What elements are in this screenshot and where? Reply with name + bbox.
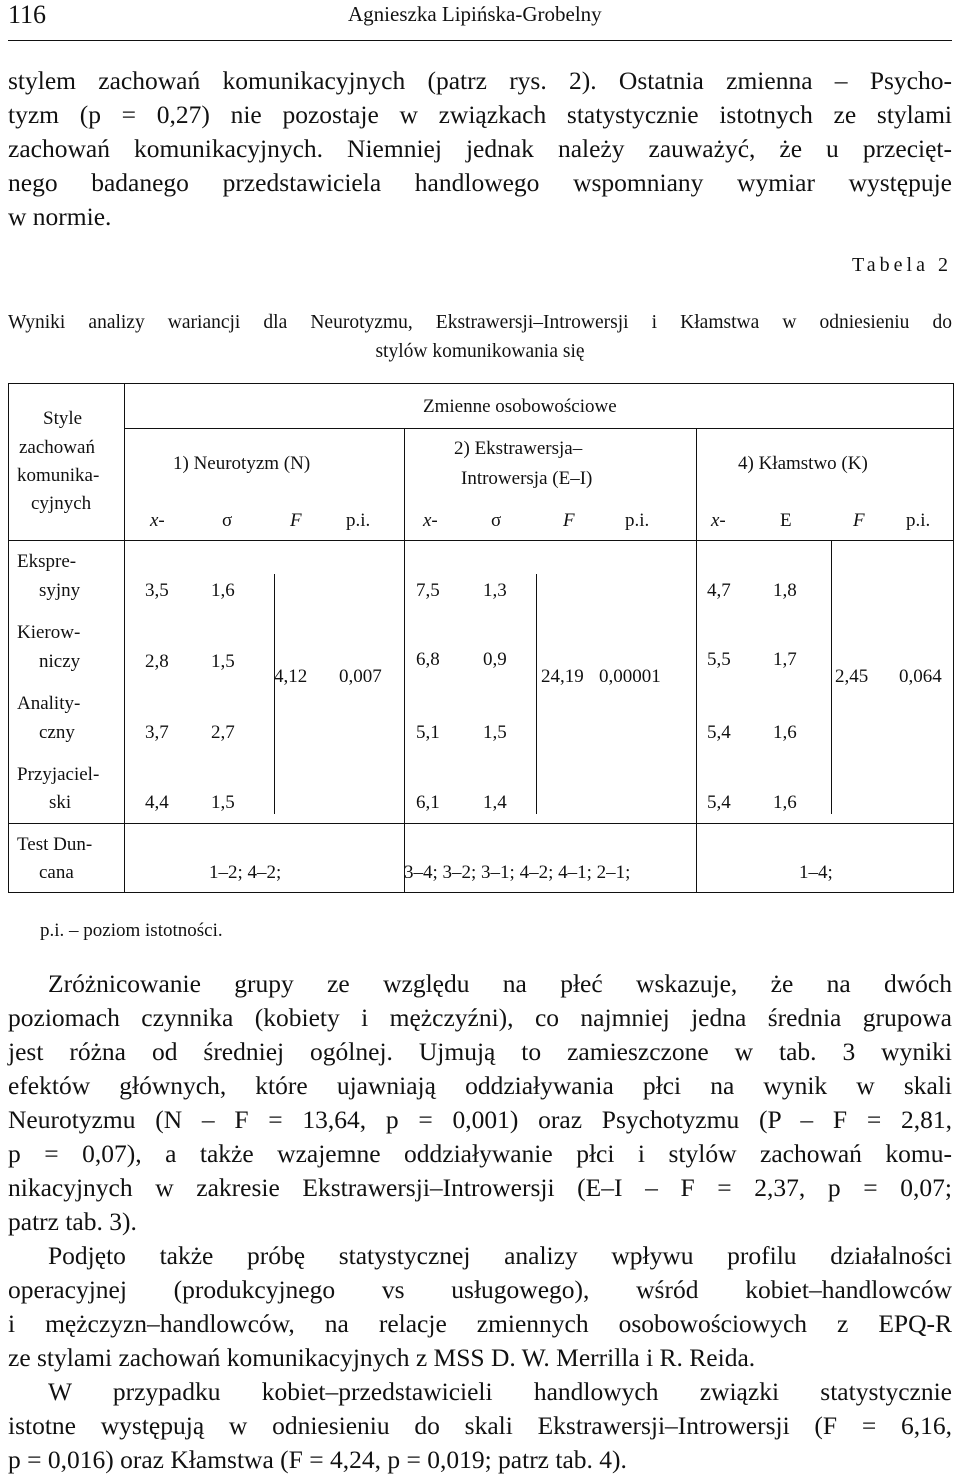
duncan-label: cana xyxy=(39,862,74,883)
row-divider xyxy=(9,823,953,824)
subheader: x- xyxy=(423,510,438,531)
caption-line: stylów komunikowania się xyxy=(375,341,585,362)
subheader: σ xyxy=(491,510,502,531)
text-line: operacyjnej (produkcyjnego vs usługowego), wśród kobiet–handlowców xyxy=(8,1275,952,1304)
f-value-ekstrawersja: 24,19 xyxy=(541,666,584,687)
table-cell: 1,6 xyxy=(773,722,797,743)
style-header: Style xyxy=(43,408,83,429)
header-divider xyxy=(124,428,953,429)
style-header: komunika- xyxy=(17,465,100,486)
text-line: Neurotyzmu (N – F = 13,64, p = 0,001) oraz Psychotyzmu (P – F = 2,81, xyxy=(8,1105,952,1134)
text-line: poziomach czynnika (kobiety i mężczyźni), co najmniej jedna średnia grupowa xyxy=(8,1003,952,1032)
duncan-label: Test Dun- xyxy=(17,834,93,855)
text-line: zachowań komunikacyjnych. Niemniej jednak należy zauważyć, że u przecięt- xyxy=(8,134,952,163)
table-cell: 1,7 xyxy=(773,649,797,670)
table-cell: 3,7 xyxy=(145,722,169,743)
table-cell: 2,8 xyxy=(145,651,169,672)
text-line: efektów głównych, które ujawniają oddziaływania płci na wynik w skali xyxy=(8,1071,952,1100)
subheader: F xyxy=(290,510,302,531)
row-label: ski xyxy=(49,792,72,813)
column-divider xyxy=(274,574,275,814)
table-cell: 1,6 xyxy=(773,792,797,813)
table-cell: 5,4 xyxy=(707,792,731,813)
header-divider xyxy=(9,540,953,541)
duncan-klamstwo: 1–4; xyxy=(799,862,833,883)
table-cell: 1,5 xyxy=(211,792,235,813)
table-cell: 1,5 xyxy=(211,651,235,672)
subheader: p.i. xyxy=(346,510,371,531)
text-line: nego badanego przedstawiciela handlowego wspomniany wymiar występuje xyxy=(8,168,952,197)
table-cell: 5,5 xyxy=(707,649,731,670)
variable-header-klamstwo: 4) Kłamstwo (K) xyxy=(738,453,868,474)
duncan-ekstrawersja: 3–4; 3–2; 3–1; 4–2; 4–1; 2–1; xyxy=(404,862,631,883)
column-divider xyxy=(536,574,537,814)
text-line: patrz tab. 3). xyxy=(8,1207,137,1236)
body-paragraph xyxy=(8,1239,952,1375)
results-table xyxy=(8,383,954,893)
subheader: F xyxy=(853,510,865,531)
variable-header-neurotyzm: 1) Neurotyzm (N) xyxy=(173,453,311,474)
table-cell: 1,3 xyxy=(483,580,507,601)
row-label: Ekspre- xyxy=(17,551,77,572)
row-label: Kierow- xyxy=(17,622,81,643)
body-paragraph xyxy=(8,967,952,1239)
page-number: 116 xyxy=(8,0,47,29)
variable-header-ekstrawersja: Introwersja (E–I) xyxy=(461,468,593,489)
p-value-neurotyzm: 0,007 xyxy=(339,666,382,687)
text-line: tyzm (p = 0,27) nie pozostaje w związkach statystycznie istotnych ze stylami xyxy=(8,100,952,129)
table-footnote: p.i. – poziom istotności. xyxy=(40,920,223,941)
text-line: p = 0,07), a także wzajemne oddziaływanie płci i stylów zachowań komu- xyxy=(8,1139,952,1168)
table-cell: 4,7 xyxy=(707,580,731,601)
row-label: syjny xyxy=(39,580,81,601)
table-cell: 3,5 xyxy=(145,580,169,601)
text-line: Podjęto także próbę statystycznej analizy wpływu profilu działalności xyxy=(48,1241,952,1270)
table-cell: 6,8 xyxy=(416,649,440,670)
table-label: Tabela 2 xyxy=(851,254,952,276)
text-line: i mężczyzn–handlowców, na relacje zmiennych osobowościowych z EPQ-R xyxy=(8,1309,952,1338)
table-cell: 6,1 xyxy=(416,792,440,813)
p-value-klamstwo: 0,064 xyxy=(899,666,942,687)
table-cell: 5,4 xyxy=(707,722,731,743)
variable-header-ekstrawersja: 2) Ekstrawersja– xyxy=(454,438,583,459)
group-header: Zmienne osobowościowe xyxy=(423,396,617,417)
column-divider xyxy=(404,540,405,892)
table-cell: 4,4 xyxy=(145,792,169,813)
page-header xyxy=(8,0,952,32)
row-label: Anality- xyxy=(17,693,81,714)
table-cell: 2,7 xyxy=(211,722,235,743)
body-paragraph xyxy=(8,1375,952,1477)
column-divider xyxy=(696,540,697,892)
subheader: x- xyxy=(150,510,165,531)
text-line: ze stylami zachowań komunikacyjnych z MSS D. W. Merrilla i R. Reida. xyxy=(8,1343,756,1372)
text-line: nikacyjnych w zakresie Ekstrawersji–Introwersji (E–I – F = 2,37, p = 0,07; xyxy=(8,1173,952,1202)
subheader: F xyxy=(563,510,575,531)
text-line: istotne występują w odniesieniu do skali Ekstrawersji–Introwersji (F = 6,16, xyxy=(8,1411,952,1440)
text-line: p = 0,016) oraz Kłamstwa (F = 4,24, p = 0,019; patrz tab. 4). xyxy=(8,1445,627,1474)
row-label: czny xyxy=(39,722,75,743)
running-head: Agnieszka Lipińska-Grobelny xyxy=(348,2,602,26)
style-header: cyjnych xyxy=(31,493,92,514)
table-cell: 1,4 xyxy=(483,792,507,813)
header-rule xyxy=(8,40,952,41)
f-value-klamstwo: 2,45 xyxy=(835,666,869,687)
text-line: jest różna od średniej ogólnej. Ujmują to zamieszczone w tab. 3 wyniki xyxy=(8,1037,952,1066)
p-value-ekstrawersja: 0,00001 xyxy=(599,666,661,687)
table-cell: 0,9 xyxy=(483,649,507,670)
caption-line: Wyniki analizy wariancji dla Neurotyzmu, Ekstrawersji–Introwersji i Kłamstwa w odniesieniu do xyxy=(8,312,952,333)
subheader: p.i. xyxy=(906,510,931,531)
text-line: W przypadku kobiet–przedstawicieli handlowych związki statystycznie xyxy=(48,1377,952,1406)
intro-paragraph xyxy=(8,64,952,234)
text-line: Zróżnicowanie grupy ze względu na płeć wskazuje, że na dwóch xyxy=(48,969,952,998)
row-label: Przyjaciel- xyxy=(17,764,100,785)
column-divider xyxy=(404,428,405,540)
table-cell: 5,1 xyxy=(416,722,440,743)
subheader: σ xyxy=(222,510,233,531)
text-line: stylem zachowań komunikacyjnych (patrz rys. 2). Ostatnia zmienna – Psycho- xyxy=(8,66,952,95)
table-cell: 1,8 xyxy=(773,580,797,601)
table-caption xyxy=(8,308,952,366)
text-line: w normie. xyxy=(8,202,112,231)
column-divider xyxy=(124,384,125,892)
column-divider xyxy=(696,428,697,540)
style-header: zachowań xyxy=(19,437,95,458)
column-divider xyxy=(831,540,832,814)
table-cell: 1,5 xyxy=(483,722,507,743)
row-label: niczy xyxy=(39,651,81,672)
subheader: p.i. xyxy=(625,510,650,531)
duncan-neurotyzm: 1–2; 4–2; xyxy=(209,862,282,883)
subheader: x- xyxy=(711,510,726,531)
subheader: E xyxy=(780,510,792,531)
table-cell: 1,6 xyxy=(211,580,235,601)
f-value-neurotyzm: 4,12 xyxy=(274,666,308,687)
table-cell: 7,5 xyxy=(416,580,440,601)
